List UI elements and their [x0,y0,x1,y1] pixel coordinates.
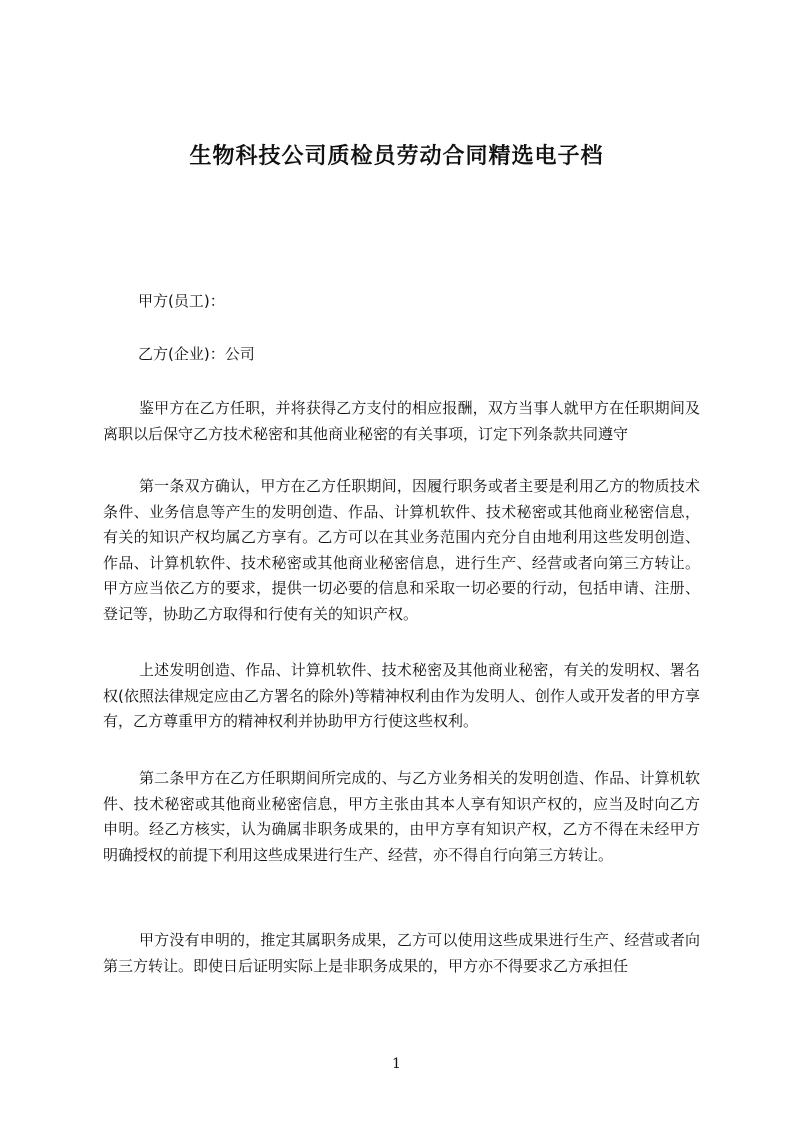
party-a-line: 甲方(员工)： [138,292,225,310]
preamble-paragraph: 鉴甲方在乙方任职，并将获得乙方支付的相应报酬，双方当事人就甲方在任职期间及离职以后保守乙方技术秘密和其他商业秘密的有关事项，订定下列条款共同遵守 [103,399,700,443]
document-title: 生物科技公司质检员劳动合同精选电子档 [189,144,604,169]
party-b-line: 乙方(企业)：公司 [138,345,255,363]
page-number: 1 [392,1056,401,1072]
article-2-paragraph: 第二条甲方在乙方任职期间所完成的、与乙方业务相关的发明创造、作品、计算机软件、技术秘密或其他商业秘密信息，甲方主张由其本人享有知识产权的，应当及时向乙方申明。经乙方核实，认为确属非职务成果的，由甲方享有知识产权，乙方不得在未经甲方明确授权的前提下利用这些成果进行生产、经营，亦不得自行向第三方转让。 [103,769,700,864]
moral-rights-paragraph: 上述发明创造、作品、计算机软件、技术秘密及其他商业秘密，有关的发明权、署名权(依照法律规定应由乙方署名的除外)等精神权利由作为发明人、创作人或开发者的甲方享有，乙方尊重甲方的精神权利并协助甲方行使这些权利。 [103,661,700,730]
undeclared-results-paragraph: 甲方没有申明的，推定其属职务成果，乙方可以使用这些成果进行生产、经营或者向第三方转让。即使日后证明实际上是非职务成果的，甲方亦不得要求乙方承担任 [103,931,700,975]
article-1-paragraph: 第一条双方确认，甲方在乙方任职期间，因履行职务或者主要是利用乙方的物质技术条件、业务信息等产生的发明创造、作品、计算机软件、技术秘密或其他商业秘密信息，有关的知识产权均属乙方享有。乙方可以在其业务范围内充分自由地利用这些发明创造、作品、计算机软件、技术秘密或其他商业秘密信息，进行生产、经营或者向第三方转让。甲方应当依乙方的要求，提供一切必要的信息和采取一切必要的行动，包括申请、注册、登记等，协助乙方取得和行使有关的知识产权。 [103,477,700,623]
